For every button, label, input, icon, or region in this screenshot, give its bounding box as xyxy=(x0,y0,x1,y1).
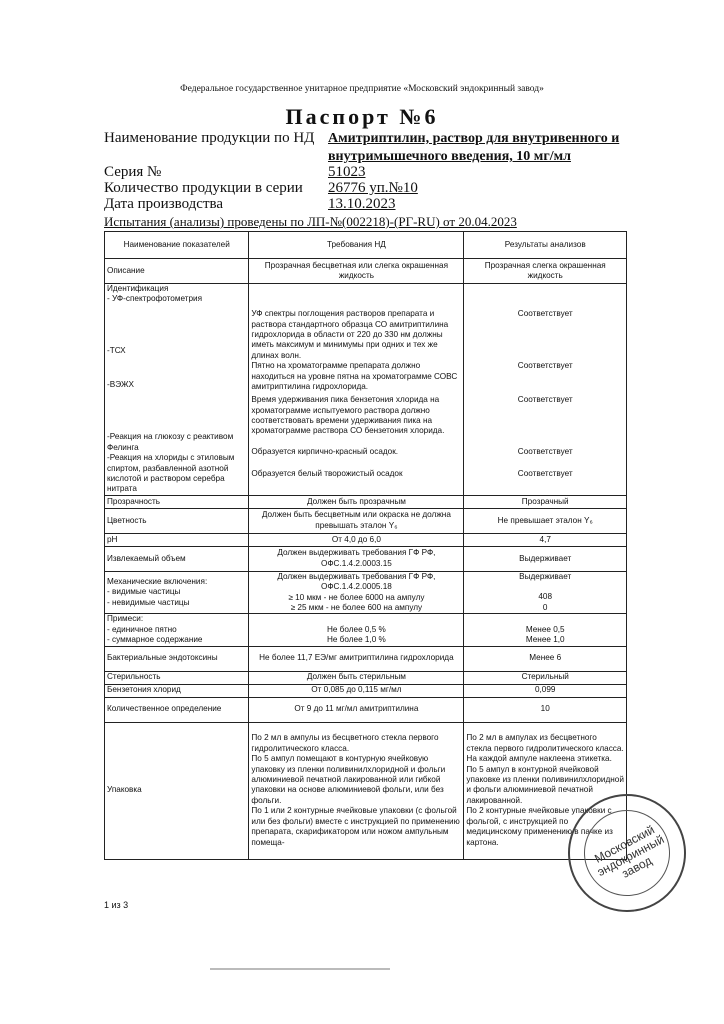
mech-res-2: 408 xyxy=(538,592,553,602)
row-requirement: Должен выдерживать требования ГФ РФ, ОФС.1.4.2.0003.15 xyxy=(249,546,464,571)
ident-chloride-req: Образуется белый творожистый осадок xyxy=(251,469,403,479)
row-name: Количественное определение xyxy=(105,697,249,722)
header-requirements: Требования НД xyxy=(249,232,464,259)
packaging-req-3: По 1 или 2 контурные ячейковые упаковки (с фольгой или без фольги) вместе с инструкцией по применению препарата, скарификатором или ножом ампульным помеща- xyxy=(251,806,460,847)
packaging-req-2: По 5 ампул помещают в контурную ячейковую упаковку из пленки поливинилхлоридной и фольги алюминиевой печатной лакированной или гибкой упаковки на основе алюминиевой фольги, или без фольги. xyxy=(251,754,446,805)
tests-line: Испытания (анализы) проведены по ЛП-№(002218)-(РГ-RU) от 20.04.2023 xyxy=(104,214,517,229)
row-name: Бактериальные эндотоксины xyxy=(105,646,249,671)
packaging-res-1: По 2 мл в ампулах из бесцветного стекла первого гидролитического класса. xyxy=(466,733,624,753)
table-row xyxy=(105,671,627,684)
mech-visible-name: - видимые частицы xyxy=(107,587,181,597)
ident-hplc-req: Время удерживания пика бензетония хлорида на хроматограмме испытуемого раствора должно соответствовать времени удерживания пика на хроматограмме раствора СО бензетония хлорида. xyxy=(251,395,445,436)
row-requirement: От 0,085 до 0,115 мг/мл xyxy=(249,684,464,697)
row-name: pH xyxy=(105,533,249,546)
impurities-single-req: Не более 0,5 % xyxy=(326,624,386,634)
row-result: Менее 6 xyxy=(464,646,627,671)
packaging-res-3: По 5 ампул в контурной ячейковой упаковке из пленки поливинилхлоридной и фольги алюминиевой печатной лакированной. xyxy=(466,764,624,805)
document-title: Паспорт №6 xyxy=(285,104,439,129)
ident-tlc-name: -ТСХ xyxy=(107,346,126,356)
mech-req-1: Должен выдерживать требования ГФ РФ, ОФС.1.4.2.0005.18 xyxy=(277,571,436,592)
row-name: Стерильность xyxy=(105,671,249,684)
ident-uv-res: Соответствует xyxy=(517,309,573,319)
ident-hplc-name: -ВЭЖХ xyxy=(107,380,134,390)
quantity-label: Количество продукции в серии xyxy=(104,180,303,196)
header-name: Наименование показателей xyxy=(105,232,249,259)
series-label: Серия № xyxy=(104,164,162,180)
table-row xyxy=(105,508,627,533)
packaging-res-4: По 2 контурные ячейковые упаковки с фольгой, с инструкцией по медицинскому применению в пачке из картона. xyxy=(466,806,613,847)
packaging-name: Упаковка xyxy=(105,722,249,859)
row-requirement: Прозрачная бесцветная или слегка окрашенная жидкость xyxy=(249,259,464,284)
table-row xyxy=(105,546,627,571)
row-result: 0,099 xyxy=(464,684,627,697)
row-requirement: От 9 до 11 мг/мл амитриптилина xyxy=(249,697,464,722)
row-result: Не превышает эталон Y₆ xyxy=(464,508,627,533)
scan-artifact-line xyxy=(210,968,390,970)
row-requirement: Должен быть прозрачным xyxy=(249,495,464,508)
impurities-single-res: Менее 0,5 xyxy=(525,624,565,634)
ident-glucose-res: Соответствует xyxy=(517,447,573,457)
passport-table xyxy=(104,231,627,860)
quantity-value: 26776 уп.№10 xyxy=(328,180,418,196)
row-requirement: От 4,0 до 6,0 xyxy=(249,533,464,546)
mech-invisible-name: - невидимые частицы xyxy=(107,597,190,607)
table-row-packaging xyxy=(105,722,627,859)
ident-uv-req: УФ спектры поглощения растворов препарата и раствора стандартного образца СО амитриптилина гидрохлорида в области от 220 до 330 нм должны иметь максимум и минимумы при одних и тех же длинах волн. xyxy=(251,309,449,360)
impurities-total-name: - суммарное содержание xyxy=(107,635,203,645)
table-row-mechanical xyxy=(105,571,627,614)
table-row xyxy=(105,697,627,722)
packaging-res-2: На каждой ампуле наклеена этикетка. xyxy=(466,754,612,764)
row-requirement: Должен быть бесцветным или окраска не должна превышать эталон Y₆ xyxy=(249,508,464,533)
row-result: 10 xyxy=(464,697,627,722)
row-name: Описание xyxy=(105,259,249,284)
header-results: Результаты анализов xyxy=(464,232,627,259)
series-value: 51023 xyxy=(328,164,366,180)
table-row xyxy=(105,259,627,284)
mech-res-1: Выдерживает xyxy=(519,572,572,582)
row-name: Прозрачность xyxy=(105,495,249,508)
packaging-req-1: По 2 мл в ампулы из бесцветного стекла первого гидролитического класса. xyxy=(251,733,439,753)
ident-tlc-res: Соответствует xyxy=(517,361,573,371)
impurities-title: Примеси: xyxy=(107,614,144,624)
ident-uv-name: - УФ-спектрофотометрия xyxy=(107,294,203,304)
table-row-identification xyxy=(105,284,627,496)
row-requirement: Должен быть стерильным xyxy=(249,671,464,684)
impurities-total-req: Не более 1,0 % xyxy=(326,635,386,645)
ident-tlc-req: Пятно на хроматограмме препарата должно находиться на уровне пятна на хроматограмме СОВС амитриптилина гидрохлорида. xyxy=(251,361,458,392)
mech-req-2: ≥ 10 мкм - не более 6000 на ампулу xyxy=(288,592,425,602)
impurities-total-res: Менее 1,0 xyxy=(525,635,565,645)
row-result: Прозрачный xyxy=(464,495,627,508)
mech-req-3: ≥ 25 мкм - не более 600 на ампулу xyxy=(290,603,423,613)
mech-res-3: 0 xyxy=(542,602,548,612)
table-header-row xyxy=(105,232,627,259)
impurities-single-name: - единичное пятно xyxy=(107,624,177,634)
ident-glucose-name: -Реакция на глюкозу с реактивом Фелинга xyxy=(107,432,234,452)
row-result: Прозрачная слегка окрашенная жидкость xyxy=(464,259,627,284)
table-row xyxy=(105,684,627,697)
row-result: Стерильный xyxy=(464,671,627,684)
stamp-text: Московский эндокринный завод xyxy=(592,822,667,881)
row-name: Бензетония хлорид xyxy=(105,684,249,697)
row-result: Выдерживает xyxy=(464,546,627,571)
ident-chloride-name: -Реакция на хлориды с этиловым спиртом, разбавленной азотной кислотой и раствором серебра нитрата xyxy=(107,453,235,494)
ident-glucose-req: Образуется кирпично-красный осадок. xyxy=(251,447,399,457)
ident-chloride-res: Соответствует xyxy=(517,469,573,479)
product-label: Наименование продукции по НД xyxy=(104,130,315,146)
table-row-impurities xyxy=(105,614,627,646)
row-name: Цветность xyxy=(105,508,249,533)
table-row xyxy=(105,495,627,508)
row-result: 4,7 xyxy=(464,533,627,546)
ident-hplc-res: Соответствует xyxy=(517,395,573,405)
production-date-label: Дата производства xyxy=(104,196,224,212)
row-requirement: Не более 11,7 ЕЭ/мг амитриптилина гидрохлорида xyxy=(249,646,464,671)
production-date-value: 13.10.2023 xyxy=(328,196,396,212)
organization-header: Федеральное государственное унитарное предприятие «Московский эндокринный завод» xyxy=(180,84,544,94)
page-number: 1 из 3 xyxy=(104,900,129,910)
row-name: Извлекаемый объем xyxy=(105,546,249,571)
mech-title: Механические включения: xyxy=(107,577,208,587)
table-row xyxy=(105,533,627,546)
ident-title: Идентификация xyxy=(107,284,169,293)
table-row xyxy=(105,646,627,671)
product-value: Амитриптилин, раствор для внутривенного и внутримышечного введения, 10 мг/мл xyxy=(328,131,620,164)
